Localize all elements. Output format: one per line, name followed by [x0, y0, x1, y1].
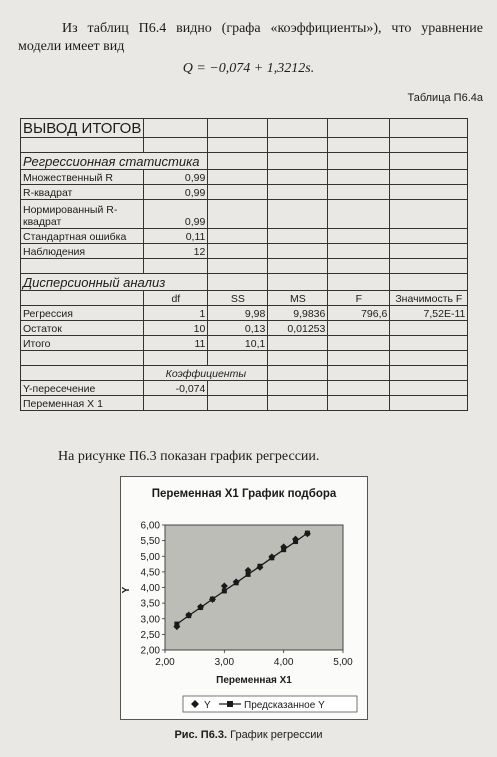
anova-sig: [390, 321, 468, 336]
regression-stats-header-row: [21, 153, 468, 170]
coef-header-row: [21, 366, 468, 381]
stat-value: 0,99: [144, 170, 208, 185]
anova-f: [328, 321, 390, 336]
y-tick-label: 5,00: [140, 551, 160, 563]
table-row: [21, 185, 468, 200]
coef-value: -0,074: [144, 381, 208, 396]
x-tick-label: 2,00: [155, 657, 175, 668]
anova-f: [328, 336, 390, 351]
anova-col-header: F: [328, 291, 390, 306]
y-tick-label: 3,50: [140, 598, 160, 610]
stat-value: 0,99: [144, 200, 208, 229]
figure-caption-text: График регрессии: [230, 729, 323, 741]
anova-f: 796,6: [328, 306, 390, 321]
anova-df: 10: [144, 321, 208, 336]
anova-df: 11: [144, 336, 208, 351]
chart-title: Переменная X1 График подбора: [151, 488, 337, 500]
chart-svg: [121, 477, 367, 719]
table-row: [21, 381, 468, 396]
anova-label: Итого: [21, 336, 144, 351]
anova-ms: 0,01253: [268, 321, 328, 336]
summary-output-table: [20, 118, 468, 411]
regression-stats-header: Регрессионная статистика: [21, 153, 208, 170]
x-tick-label: 5,00: [333, 657, 353, 668]
anova-columns-row: [21, 291, 468, 306]
anova-sig: 7,52E-11: [390, 306, 468, 321]
legend-series-y: Y: [204, 700, 211, 711]
anova-col-header: df: [144, 291, 208, 306]
stat-label: Наблюдения: [21, 244, 144, 259]
anova-ms: [268, 336, 328, 351]
regression-formula: Q = −0,074 + 1,3212s.: [182, 61, 315, 76]
y-tick-label: 2,50: [140, 629, 160, 641]
stat-label: Стандартная ошибка: [21, 229, 144, 244]
legend-square-marker: [227, 701, 233, 707]
anova-ss: 10,1: [208, 336, 268, 351]
table-row: [21, 336, 468, 351]
y-tick-label: 3,00: [140, 614, 160, 626]
table-row: [21, 321, 468, 336]
stat-label: Множественный R: [21, 170, 144, 185]
stat-label: R-квадрат: [21, 185, 144, 200]
chart-legend: [183, 696, 357, 712]
regression-chart: [120, 476, 368, 720]
anova-header: Дисперсионный анализ: [21, 274, 208, 291]
y-tick-label: 2,00: [140, 645, 160, 657]
plot-area: [165, 525, 343, 650]
table-row: [21, 200, 468, 229]
table-row: [21, 244, 468, 259]
y-tick-label: 5,50: [140, 536, 160, 548]
table-row: [21, 229, 468, 244]
figure-caption-label: Рис. П6.3.: [174, 729, 228, 741]
anova-ms: 9,9836: [268, 306, 328, 321]
figure-intro-paragraph: На рисунке П6.3 показан график регрессии.: [58, 449, 320, 464]
y-tick-label: 6,00: [140, 520, 160, 532]
legend-series-predicted: Предсказанное Y: [244, 700, 325, 711]
table-title: ВЫВОД ИТОГОВ: [21, 119, 144, 138]
anova-col-header: [21, 291, 144, 306]
anova-col-header: MS: [268, 291, 328, 306]
anova-header-row: [21, 274, 468, 291]
stat-value: 12: [144, 244, 208, 259]
anova-df: 1: [144, 306, 208, 321]
anova-sig: [390, 336, 468, 351]
stat-value: 0,11: [144, 229, 208, 244]
anova-col-header: Значимость F: [390, 291, 468, 306]
x-tick-label: 4,00: [273, 657, 294, 668]
coef-label: Переменная X 1: [21, 396, 144, 411]
table-title-row: [21, 119, 468, 138]
y-tick-label: 4,00: [140, 583, 160, 594]
anova-label: Регрессия: [21, 306, 144, 321]
table-caption: Таблица П6.4a: [407, 92, 483, 104]
anova-ss: 9,98: [208, 306, 268, 321]
stat-value: 0,99: [144, 185, 208, 200]
y-axis-label: Y: [121, 586, 132, 594]
x-axis-label: Переменная X1: [216, 675, 292, 686]
figure-caption: [0, 729, 497, 741]
table-row: [21, 396, 468, 411]
anova-ss: 0,13: [208, 321, 268, 336]
y-tick-label: 4,50: [140, 567, 160, 579]
x-tick-label: 3,00: [214, 657, 235, 668]
anova-col-header: SS: [208, 291, 268, 306]
anova-label: Остаток: [21, 321, 144, 336]
table-row: [21, 170, 468, 185]
stat-label: Нормированный R-квадрат: [21, 200, 144, 229]
coef-label: Y-пересечение: [21, 381, 144, 396]
table-row: [21, 306, 468, 321]
coef-value: [144, 396, 208, 411]
coef-header: Коэффициенты: [144, 366, 268, 381]
intro-paragraph: Из таблиц П6.4 видно (графа «коэффициенты»), что уравнение модели имеет вид: [18, 21, 483, 54]
